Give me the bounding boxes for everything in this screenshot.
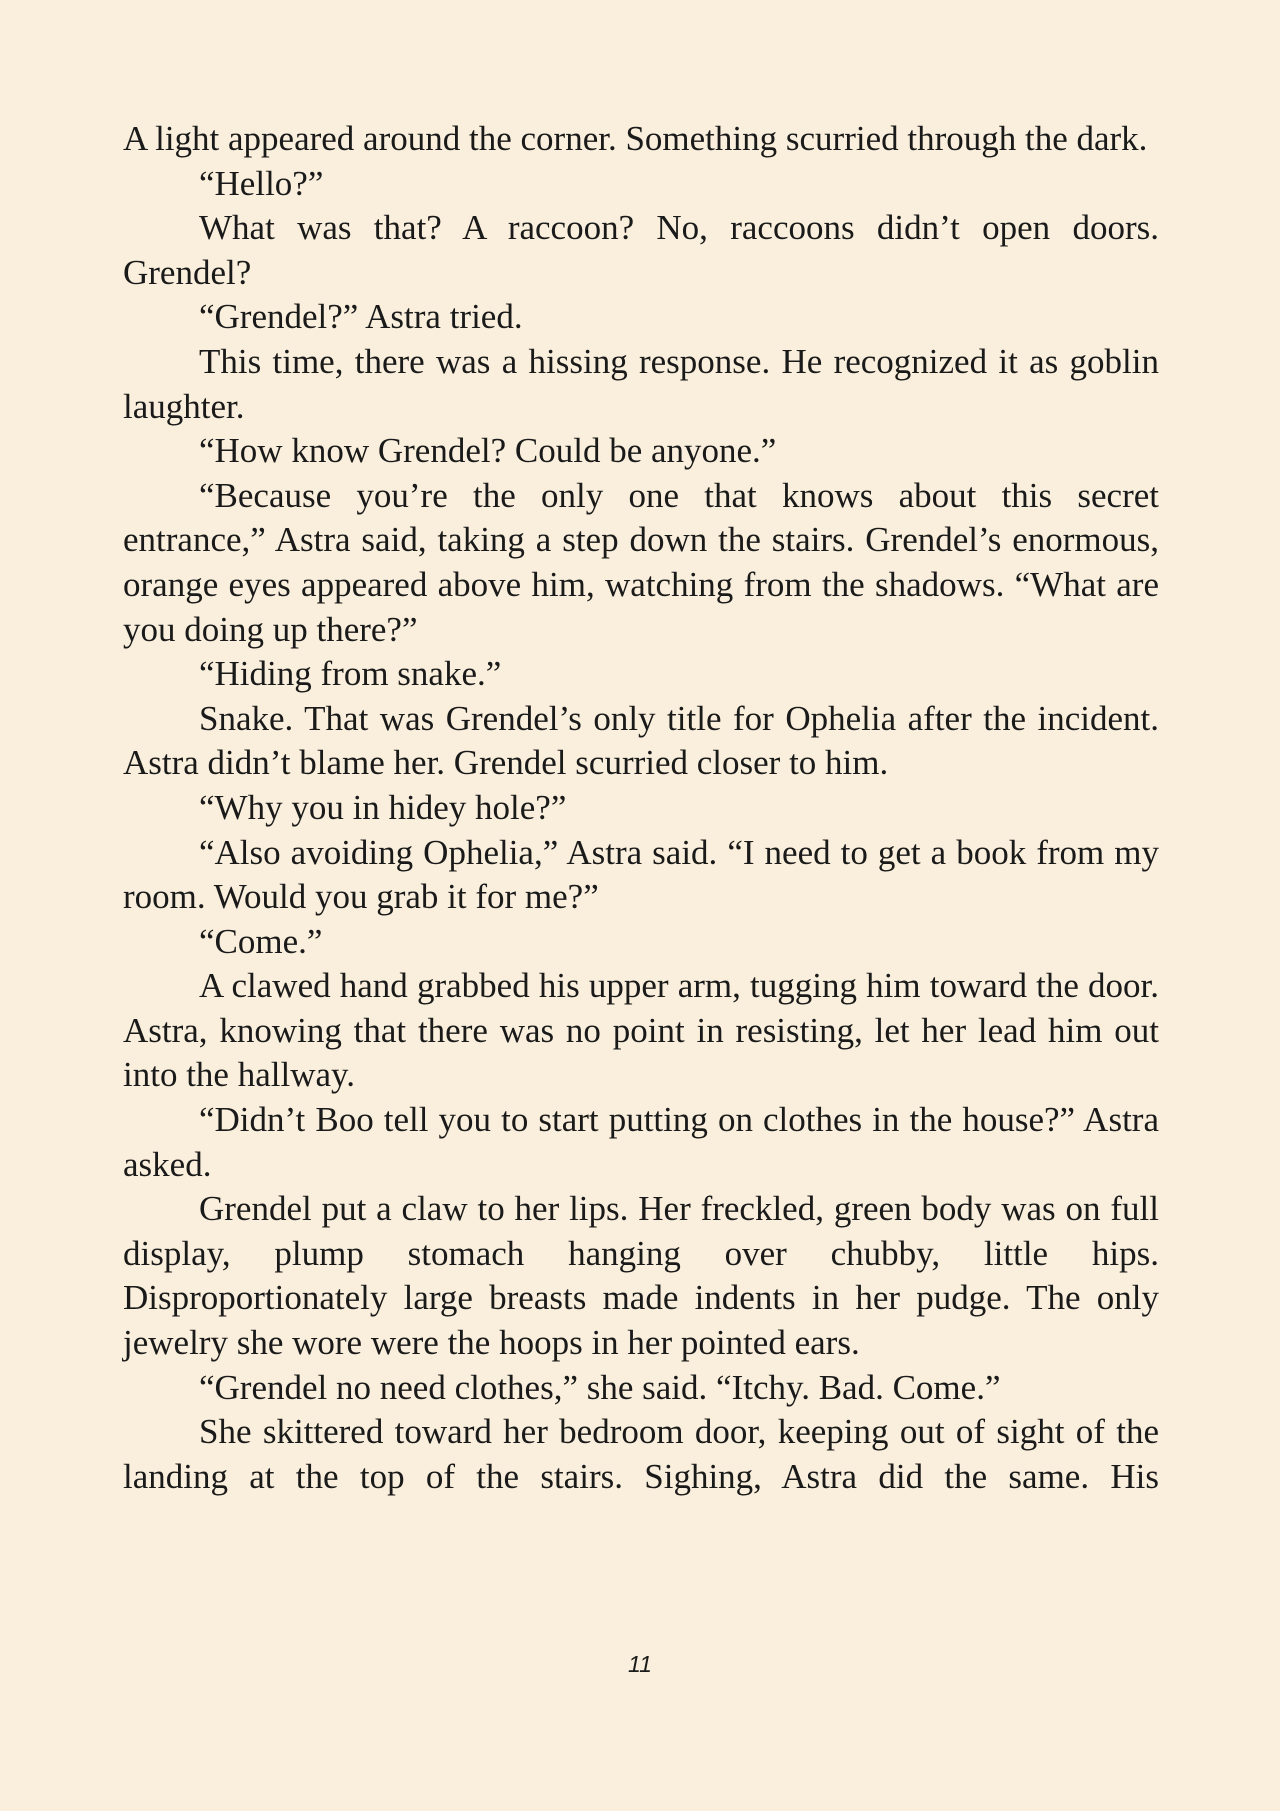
paragraph-6: “How know Grendel? Could be anyone.” xyxy=(199,431,777,471)
paragraph-12: “Come.” xyxy=(199,921,323,961)
paragraph-16: “Grendel no need clothes,” she said. “Itchy. Bad. Come.” xyxy=(199,1367,1001,1407)
paragraph-2: “Hello?” xyxy=(199,163,324,203)
paragraph-3: What was that? A raccoon? No, raccoons didn’t open doors. Grendel? xyxy=(123,208,1159,292)
paragraph-8: “Hiding from snake.” xyxy=(199,654,502,694)
paragraph-15: Grendel put a claw to her lips. Her freckled, green body was on full display, plump stomach hanging over chubby, little hips. Disproportionately large breasts made indents in her pudge. The only jewelry she wore were the hoops in her pointed ears. xyxy=(123,1189,1159,1363)
page-body-text xyxy=(123,117,1159,1499)
paragraph-17-continued: She skittered toward her bedroom door, keeping out of sight of the landing at the top of the stairs. Sighing, Astra did the same. His xyxy=(123,1412,1159,1496)
paragraph-4: “Grendel?” Astra tried. xyxy=(199,297,523,337)
paragraph-13: A clawed hand grabbed his upper arm, tugging him toward the door. Astra, knowing that there was no point in resisting, let her lead him out into the hallway. xyxy=(123,966,1159,1095)
paragraph-5: This time, there was a hissing response. He recognized it as goblin laughter. xyxy=(123,341,1159,426)
paragraph-14: “Didn’t Boo tell you to start putting on clothes in the house?” Astra asked. xyxy=(123,1100,1159,1184)
paragraph-7: “Because you’re the only one that knows about this secret entrance,” Astra said, taking a step down the stairs. Grendel’s enormous, orange eyes appeared above him, watching from the shadows. “What are you doing up there?” xyxy=(123,475,1159,649)
paragraph-9: Snake. That was Grendel’s only title for Ophelia after the incident. Astra didn’t blame her. Grendel scurried closer to him. xyxy=(123,698,1159,783)
page-number: 11 xyxy=(628,1651,652,1677)
paragraph-11: “Also avoiding Ophelia,” Astra said. “I need to get a book from my room. Would you grab it for me?” xyxy=(123,832,1159,917)
paragraph-10: “Why you in hidey hole?” xyxy=(199,787,567,827)
paragraph-1: A light appeared around the corner. Something scurried through the dark. xyxy=(123,119,1148,158)
